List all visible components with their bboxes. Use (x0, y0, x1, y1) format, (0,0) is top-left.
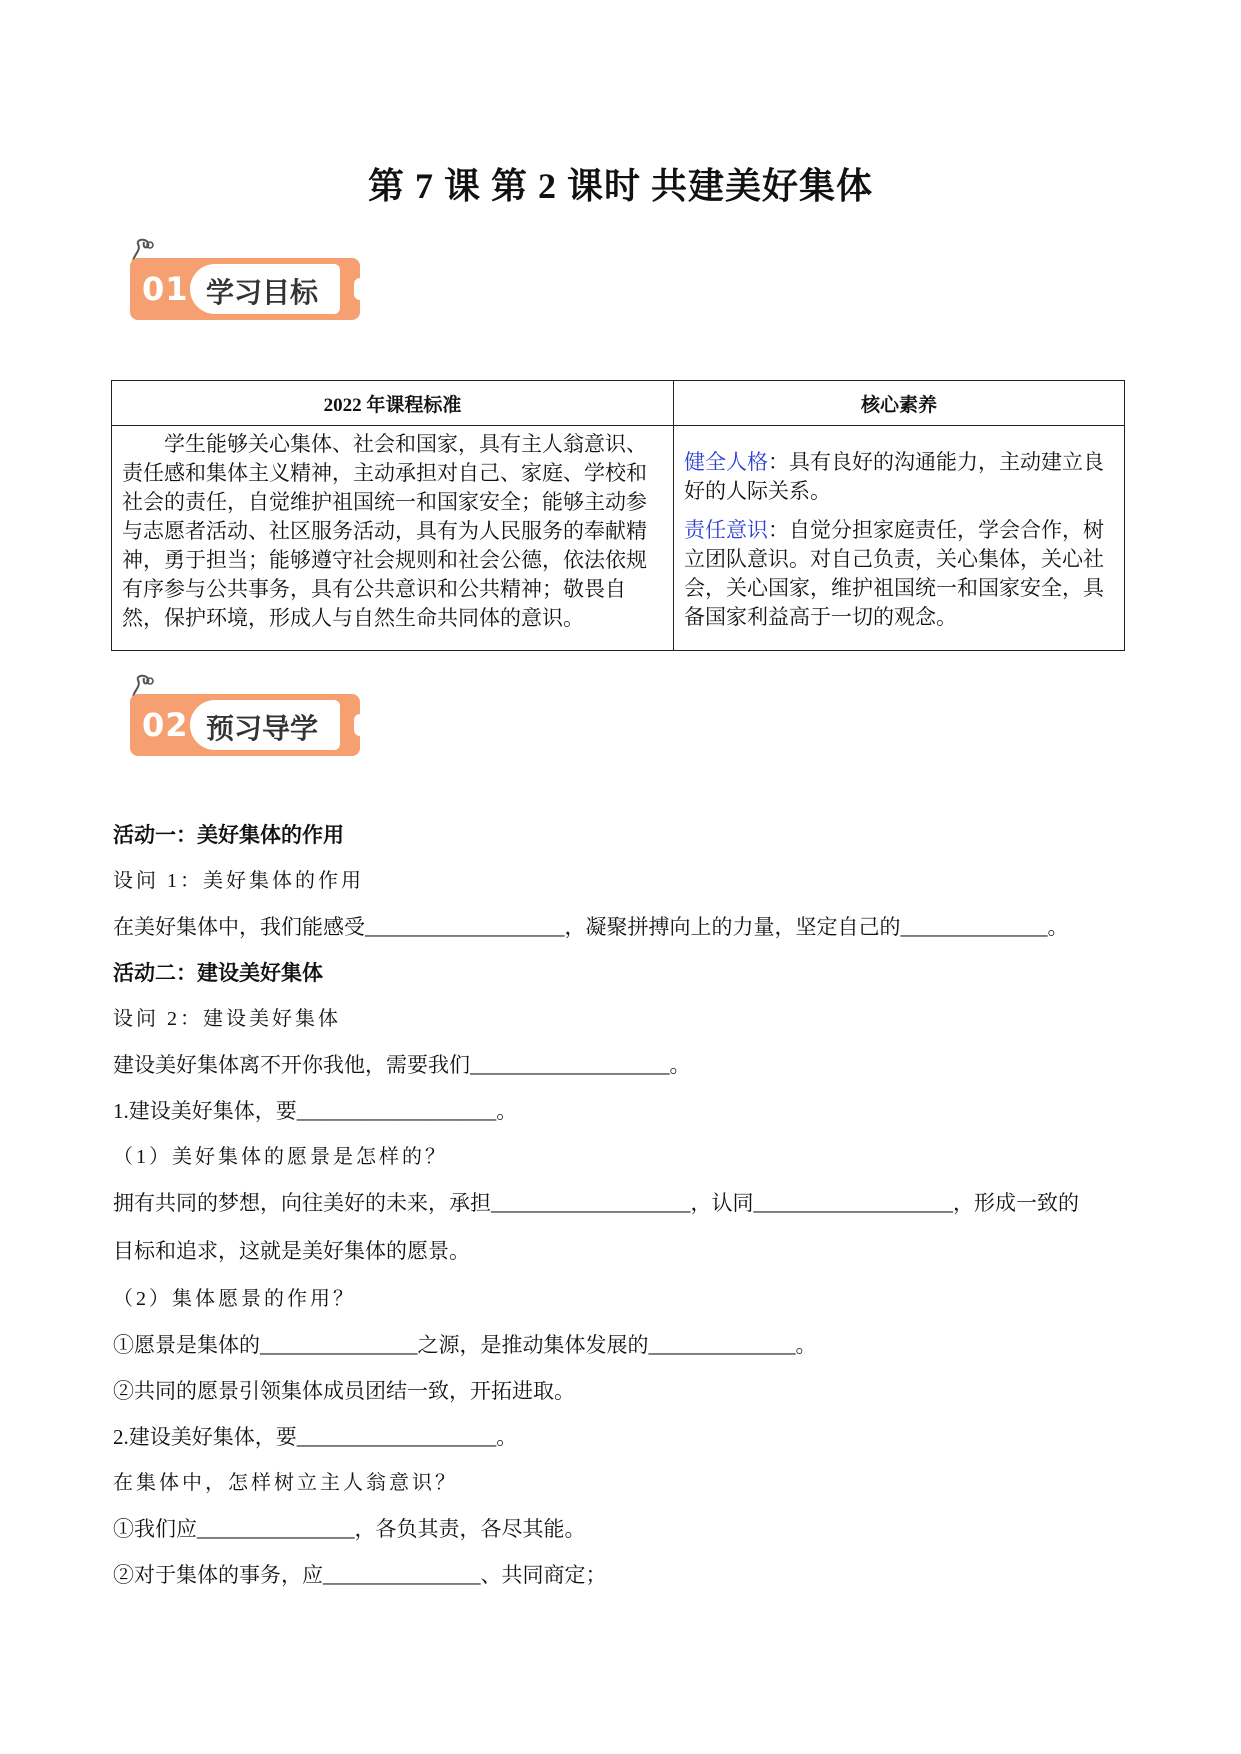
literacy-text: ：具有良好的沟通能力，主动建立良好的人际关系。 (684, 450, 1104, 503)
fill-blank-line: 在美好集体中，我们能感受___________________，凝聚拼搏向上的力量，坚定自己的______________。 (113, 915, 1069, 939)
badge-number: 02 (142, 706, 189, 744)
activity-heading: 活动二：建设美好集体 (113, 961, 323, 985)
section-badge-learning-goals (128, 236, 362, 318)
text-line: 目标和追求，这就是美好集体的愿景。 (113, 1239, 470, 1263)
fill-blank-line: 建设美好集体离不开你我他，需要我们___________________。 (113, 1053, 691, 1077)
badge-label: 预习导学 (206, 712, 319, 745)
literacy-term: 健全人格 (684, 450, 768, 474)
preview-content (113, 812, 1133, 1598)
page-title: 第 7 课 第 2 课时 共建美好集体 (367, 166, 873, 206)
literacy-item (684, 448, 1114, 506)
fill-blank-line: ①愿景是集体的_______________之源，是推动集体发展的______________。 (113, 1333, 817, 1357)
standard-text: 学生能够关心集体、社会和国家，具有主人翁意识、责任感和集体主义精神，主动承担对自己、家庭、学校和社会的责任，自觉维护祖国统一和国家安全；能够主动参与志愿者活动、社区服务活动，具有为人民服务的奉献精神，勇于担当；能够遵守社会规则和社会公德，依法依规有序参与公共事务，具有公共意识和公共精神；敬畏自然，保护环境，形成人与自然生命共同体的意识。 (122, 432, 647, 630)
standard-cell (112, 426, 674, 651)
activity-heading: 活动一：美好集体的作用 (113, 823, 344, 847)
section-badge-preview (128, 672, 362, 754)
literacy-text: ：自觉分担家庭责任，学会合作，树立团队意识。对自己负责，关心集体，关心社会，关心国家，维护祖国统一和国家安全，具备国家利益高于一切的观念。 (684, 518, 1104, 629)
badge-number: 01 (142, 270, 189, 308)
table-header-literacy: 核心素养 (674, 381, 1125, 426)
question-label: 在集体中，怎样树立主人翁意识？ (113, 1472, 458, 1494)
literacy-cell (674, 426, 1125, 651)
question-label: （2）集体愿景的作用？ (113, 1288, 356, 1310)
fill-blank-line: ②对于集体的事务，应_______________、共同商定； (113, 1563, 607, 1587)
fill-blank-line: 1.建设美好集体，要___________________。 (113, 1099, 518, 1123)
fill-blank-line: ①我们应_______________，各负其责，各尽其能。 (113, 1517, 586, 1541)
fill-blank-line: 拥有共同的梦想，向往美好的未来，承担___________________，认同___________________，形成一致的 (113, 1191, 1079, 1215)
literacy-term: 责任意识 (684, 518, 768, 542)
text-line: ②共同的愿景引领集体成员团结一致，开拓进取。 (113, 1379, 575, 1403)
question-label: 设问 2：建设美好集体 (113, 1008, 341, 1030)
literacy-item (684, 516, 1114, 632)
question-label: （1）美好集体的愿景是怎样的？ (113, 1146, 448, 1168)
fill-blank-line: 2.建设美好集体，要___________________。 (113, 1425, 518, 1449)
badge-label: 学习目标 (206, 276, 319, 309)
standards-table (111, 380, 1125, 651)
question-label: 设问 1：美好集体的作用 (113, 870, 364, 892)
table-header-standard: 2022 年课程标准 (112, 381, 674, 426)
